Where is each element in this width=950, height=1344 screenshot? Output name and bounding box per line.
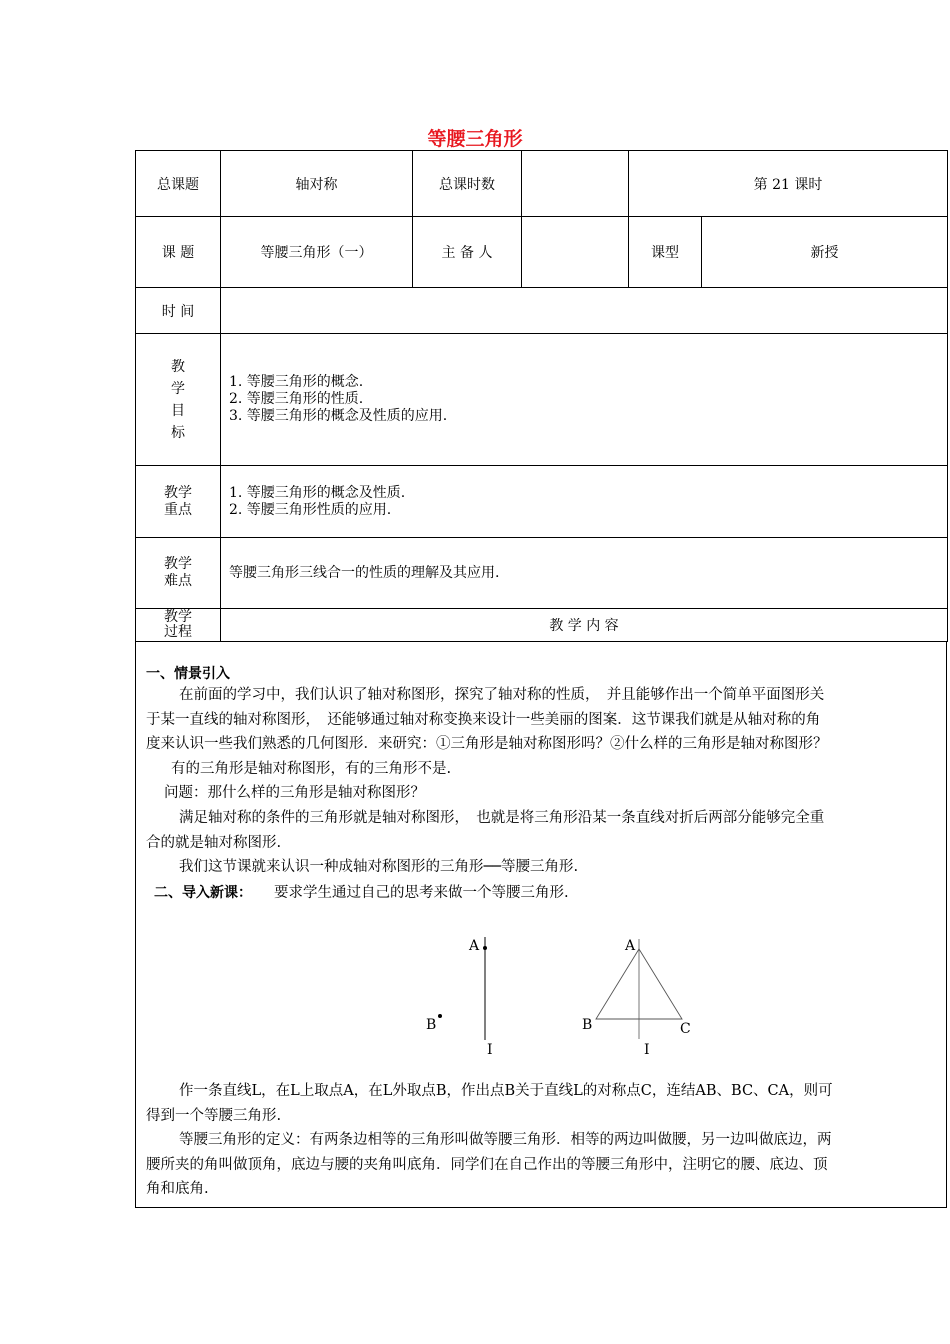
- label-b: B: [426, 1017, 437, 1033]
- paragraph: 等腰三角形的定义：有两条边相等的三角形叫做等腰三角形．相等的两边叫做腰，另一边叫做底边，两 腰所夹的角叫做顶角，底边与腰的夹角叫底角．同学们在自己作出的等腰三角形中，注明它的腰、底边、顶 角和底角.: [146, 1132, 832, 1197]
- page-title: 等腰三角形: [427, 128, 523, 150]
- value-type: 新授: [702, 217, 948, 288]
- paragraph: 二、导入新课： 要求学生通过自己的思考来做一个等腰三角形.: [154, 885, 569, 901]
- row-subject: [136, 217, 948, 288]
- value-topic: 轴对称: [221, 151, 413, 217]
- section-heading: 二、导入新课：: [154, 885, 252, 901]
- row-time: [136, 288, 948, 334]
- goal-item: 1. 等腰三角形的概念.: [229, 374, 364, 390]
- label-subject: 课 题: [136, 217, 221, 288]
- row-goals: [136, 334, 948, 466]
- label-l: I: [487, 1042, 493, 1058]
- goal-item: 2. 等腰三角形的性质.: [229, 391, 364, 407]
- construction-figure: [406, 931, 716, 1071]
- key-point-item: 2. 等腰三角形性质的应用.: [229, 501, 392, 518]
- key-points-list: [221, 466, 948, 538]
- value-preparer: [522, 217, 629, 288]
- value-time: [221, 288, 948, 334]
- teaching-content: [135, 641, 947, 1208]
- paragraph: 有的三角形是轴对称图形，有的三角形不是.: [171, 761, 452, 777]
- label-hours: 总课时数: [413, 151, 522, 217]
- section-heading: 一、情景引入: [146, 666, 230, 682]
- label-difficulty: 教学 难点: [136, 538, 221, 609]
- label-time: 时 间: [136, 288, 221, 334]
- row-difficulty: [136, 538, 948, 609]
- label-type: 课型: [629, 217, 702, 288]
- process-heading: 教 学 内 容: [221, 609, 948, 642]
- goals-list: [221, 334, 948, 466]
- paragraph: 我们这节课就来认识一种成轴对称图形的三角形──等腰三角形.: [179, 859, 579, 875]
- label-topic: 总课题: [136, 151, 221, 217]
- lesson-plan-table: [135, 150, 948, 642]
- label-l: I: [644, 1042, 650, 1058]
- paragraph: 满足轴对称的条件的三角形就是轴对称图形， 也就是将三角形沿某一条直线对折后两部分能够完全重 合的就是轴对称图形.: [146, 810, 825, 851]
- value-lesson: 第 21 课时: [629, 151, 948, 217]
- paragraph: 在前面的学习中，我们认识了轴对称图形，探究了轴对称的性质， 并且能够作出一个简单平面图形关 于某一直线的轴对称图形， 还能够通过轴对称变换来设计一些美丽的图案．这节课我们就是从轴对称的角 度来认识一些我们熟悉的几何图形．来研究：①三角形是轴对称图形吗？②什么样的三角形是轴对称图形？: [146, 687, 828, 752]
- point-b-left: [438, 1014, 442, 1018]
- paragraph: 问题：那什么样的三角形是轴对称图形？: [164, 785, 425, 801]
- goal-item: 3. 等腰三角形的概念及性质的应用.: [229, 408, 448, 424]
- difficulty-text: 等腰三角形三线合一的性质的理解及其应用.: [221, 538, 948, 609]
- label-b: B: [582, 1017, 593, 1033]
- value-hours: [522, 151, 629, 217]
- paragraph: 作一条直线L，在L上取点A，在L外取点B，作出点B关于直线L的对称点C，连结AB、BC、CA，则可 得到一个等腰三角形.: [146, 1083, 833, 1124]
- label-process: 教学 过程: [136, 609, 221, 642]
- label-a: A: [469, 938, 480, 954]
- row-topic: [136, 151, 948, 217]
- row-key-points: [136, 466, 948, 538]
- label-c: C: [680, 1021, 691, 1037]
- key-point-item: 1. 等腰三角形的概念及性质.: [229, 484, 406, 501]
- label-key-points: 教学 重点: [136, 466, 221, 538]
- row-process: [136, 609, 948, 642]
- label-preparer: 主 备 人: [413, 217, 522, 288]
- label-a: A: [625, 938, 636, 954]
- value-subject: 等腰三角形（一）: [221, 217, 413, 288]
- point-a-left: [483, 946, 487, 950]
- label-goals: 教 学 目 标: [136, 334, 221, 466]
